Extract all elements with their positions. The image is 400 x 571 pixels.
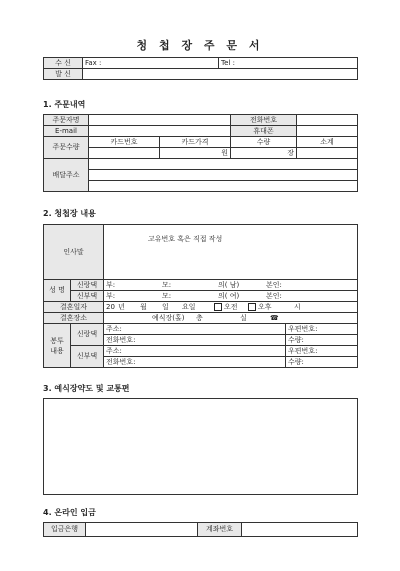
bride-mother: 모: <box>162 291 172 300</box>
section-order-title: 1. 주문내역 <box>43 100 86 109</box>
bride-family-field[interactable] <box>104 291 358 302</box>
floor-label: 층 <box>196 313 203 322</box>
mail-bride-label: 신부댁 <box>71 346 104 368</box>
orderer-field[interactable] <box>89 115 231 126</box>
room-label: 실 <box>240 313 247 322</box>
name-label: 성 명 <box>44 280 71 302</box>
place-label: 결혼장소 <box>44 313 104 324</box>
greeting-field[interactable] <box>104 225 358 280</box>
bank-field[interactable] <box>86 523 198 537</box>
document-title: 청 첩 장 주 문 서 <box>136 39 264 52</box>
email-label: E-mail <box>44 126 89 137</box>
date-day: 일 <box>162 302 169 311</box>
recipient-label: 수 신 <box>44 58 83 69</box>
card-no-field[interactable] <box>89 148 160 159</box>
mail-groom-label: 신랑댁 <box>71 324 104 346</box>
email-field[interactable] <box>89 126 231 137</box>
phone-label: 전화번호 <box>231 115 297 126</box>
account-label: 계좌번호 <box>198 523 242 537</box>
hour-label: 시 <box>294 302 301 311</box>
count-field[interactable] <box>231 148 297 159</box>
payment-table <box>43 522 358 537</box>
pm-label: 오후 <box>258 302 272 311</box>
bride-address-field[interactable] <box>104 346 286 357</box>
bride-qty-field[interactable] <box>286 357 358 368</box>
recipient-table <box>43 57 358 80</box>
mail-label <box>44 324 71 368</box>
fax-field[interactable] <box>83 58 219 69</box>
bride-address-label: 주소: <box>106 346 122 355</box>
groom-mother: 모: <box>162 280 172 289</box>
groom-zip-label: 우편번호: <box>288 324 318 333</box>
bride-self: 본인: <box>266 291 282 300</box>
address-line-1[interactable] <box>89 159 358 170</box>
sheet-unit: 장 <box>287 148 294 157</box>
count-header: 수량 <box>231 137 297 148</box>
greeting-hint: 고유번호 혹은 직접 작성 <box>148 235 223 243</box>
groom-family-field[interactable] <box>104 280 358 291</box>
groom-label: 신랑댁 <box>71 280 104 291</box>
address-line-2[interactable] <box>89 170 358 181</box>
section-content-title: 2. 청첩장 내용 <box>43 209 96 218</box>
bride-tel-field[interactable] <box>104 357 286 368</box>
bride-tel-label: 전화번호: <box>106 357 136 366</box>
date-label: 결혼일자 <box>44 302 104 313</box>
content-table <box>43 224 358 368</box>
mobile-label: 휴대폰 <box>231 126 297 137</box>
map-box[interactable] <box>43 398 358 495</box>
bride-zip-field[interactable] <box>286 346 358 357</box>
account-field[interactable] <box>242 523 358 537</box>
groom-address-field[interactable] <box>104 324 286 335</box>
mobile-field[interactable] <box>297 126 358 137</box>
sender-field[interactable] <box>83 69 358 80</box>
card-no-header: 카드번호 <box>89 137 160 148</box>
bride-father: 부: <box>106 291 116 300</box>
pm-checkbox[interactable] <box>248 303 256 311</box>
subtotal-field[interactable] <box>297 148 358 159</box>
address-label: 배달주소 <box>44 159 89 192</box>
fax-label: Fax : <box>85 58 102 67</box>
am-checkbox[interactable] <box>214 303 222 311</box>
date-year-unit: 년 <box>118 302 125 311</box>
card-price-header: 카드가격 <box>160 137 231 148</box>
groom-address-label: 주소: <box>106 324 122 333</box>
bride-label: 신부댁 <box>71 291 104 302</box>
orderer-label: 주문자명 <box>44 115 89 126</box>
sender-label: 발 신 <box>44 69 83 80</box>
order-table <box>43 114 358 192</box>
subtotal-header: 소계 <box>297 137 358 148</box>
groom-tel-label: 전화번호: <box>106 335 136 344</box>
greeting-label: 인사말 <box>44 225 104 280</box>
bride-zip-label: 우편번호: <box>288 346 318 355</box>
date-year: 20 <box>106 302 115 311</box>
bride-rank: 의( 여) <box>218 291 240 300</box>
groom-qty-field[interactable] <box>286 335 358 346</box>
groom-father: 부: <box>106 280 116 289</box>
place-field[interactable] <box>104 313 358 324</box>
date-month: 월 <box>140 302 147 311</box>
bride-qty-label: 수량: <box>288 357 304 366</box>
groom-rank: 의( 남) <box>218 280 240 289</box>
groom-qty-label: 수량: <box>288 335 304 344</box>
hall-label: 예식장(홀) <box>152 313 185 322</box>
groom-zip-field[interactable] <box>286 324 358 335</box>
phone-field[interactable] <box>297 115 358 126</box>
bank-label: 입금은행 <box>44 523 86 537</box>
tel-field[interactable] <box>219 58 358 69</box>
tel-label: Tel : <box>221 58 235 67</box>
mail-label-line-1: 봉투 <box>50 336 64 345</box>
mail-label-line-2: 내용 <box>50 346 64 355</box>
section-map-title: 3. 예식장약도 및 교통편 <box>43 384 130 393</box>
date-weekday: 요일 <box>182 302 196 311</box>
phone-icon: ☎ <box>270 313 279 322</box>
card-price-field[interactable] <box>160 148 231 159</box>
address-line-3[interactable] <box>89 181 358 192</box>
won-unit: 원 <box>221 148 228 157</box>
groom-tel-field[interactable] <box>104 335 286 346</box>
groom-self: 본인: <box>266 280 282 289</box>
qty-label: 주문수량 <box>44 137 89 159</box>
am-label: 오전 <box>224 302 238 311</box>
date-field[interactable] <box>104 302 358 313</box>
section-payment-title: 4. 온라인 입금 <box>43 508 96 517</box>
